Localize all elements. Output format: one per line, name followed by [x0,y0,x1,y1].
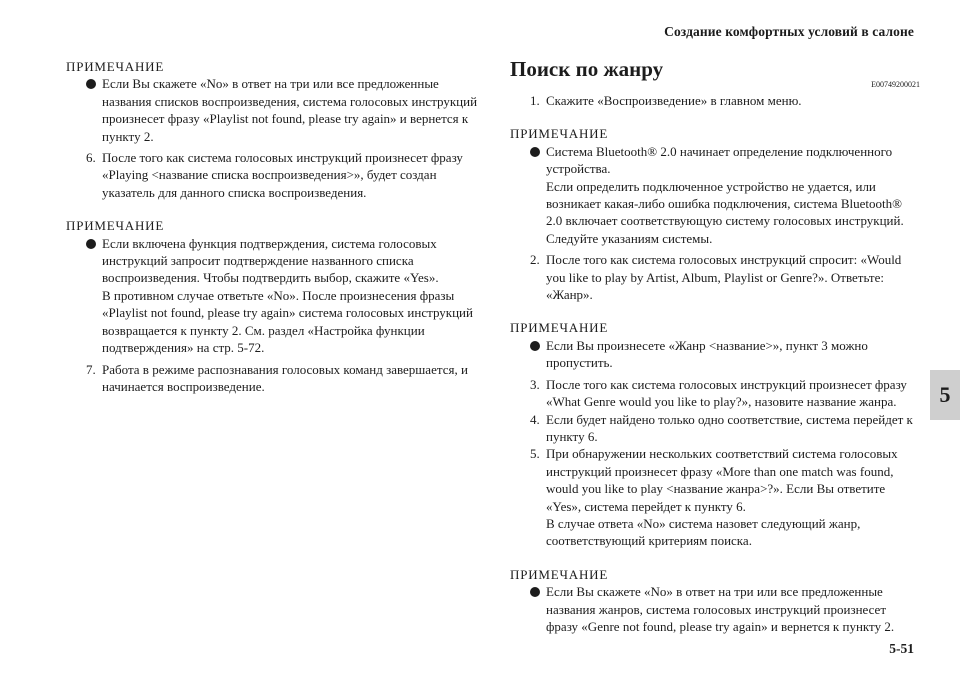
chapter-tab: 5 [930,370,960,420]
note-text: Если определить подключенное устройство не удается, или возникает какая-либо ошибка подключения, система Bluetooth® 2.0 включает соответствующую систему голосовых инструкций. Следуйте указаниям системы. [546,178,904,246]
step-number: 6. [86,150,96,166]
note-bullet [66,235,478,357]
section-code: E00749200021 [871,80,920,89]
step-2 [510,251,920,303]
step-6 [66,149,478,201]
running-header: Создание комфортных условий в салоне [664,24,914,39]
step-text: Скажите «Воспроизведение» в главном меню. [546,93,802,108]
note-bullet [510,337,920,372]
step-text: При обнаружении нескольких соответствий система голосовых инструкций произнесет фразу «More than one match was found, would you like to play <название жанра>?». Если Вы ответите «Yes», система перейдет к пункту 6. [546,446,898,514]
bullet-icon [530,341,540,351]
step-4 [510,411,920,446]
step-number: 2. [530,252,540,268]
note-bullet [510,583,920,635]
note-label: ПРИМЕЧАНИЕ [510,566,609,582]
note-text: Если Вы скажете «No» в ответ на три или все предложенные названия жанров, система голосовых инструкций произнесет фразу «Genre not found, please try again» и вернется к пункту 2. [546,584,895,634]
bullet-icon [86,79,96,89]
step-number: 3. [530,376,540,392]
note-text: Если Вы скажете «No» в ответ на три или все предложенные названия списков воспроизведения, система голосовых инструкций произнесет фразу «Playlist not found, please try again» и вернется к пункту 2. [102,76,478,144]
page-number: 5-51 [889,641,914,656]
step-3 [510,376,920,411]
step-text: После того как система голосовых инструкций произнесет фразу «Playing <название списка воспроизведения>», будет создан указатель для данного списка воспроизведения. [102,150,463,200]
step-text: Работа в режиме распознавания голосовых команд завершается, и начинается воспроизведение. [102,361,468,394]
step-1 [510,92,920,109]
step-number: 7. [86,361,96,377]
step-text: Если будет найдено только одно соответствие, система перейдет к пункту 6. [546,411,913,444]
bullet-icon [530,147,540,157]
note-text: Система Bluetooth® 2.0 начинает определение подключенного устройства. [546,143,893,177]
step-number: 5. [530,446,540,462]
note-bullet [66,75,478,145]
left-column [66,58,478,395]
note-text: В противном случае ответьте «No». После произнесения фразы «Playlist not found, please try again» система голосовых инструкций возвращается к пункту 2. См. раздел «Настройка функции подтверждения» на стр. 5-72. [102,287,473,356]
note-label: ПРИМЕЧАНИЕ [66,59,165,74]
step-7 [66,361,478,396]
step-5 [510,445,920,549]
step-text: После того как система голосовых инструкций спросит: «Would you like to play by Artist, Album, Playlist or Genre?». Ответьте: «Жанр». [546,252,902,303]
right-column [510,56,920,635]
note-text: Если Вы произнесете «Жанр <название>», пункт 3 можно пропустить. [546,337,868,371]
section-title: Поиск по жанру [510,57,664,81]
bullet-icon [86,239,96,249]
step-text: После того как система голосовых инструкций произнесет фразу «What Genre would you like to play?», назовите название жанра. [546,376,907,410]
note-label: ПРИМЕЧАНИЕ [510,320,609,336]
step-number: 1. [530,93,540,108]
note-label: ПРИМЕЧАНИЕ [66,218,165,234]
note-bullet [510,143,920,247]
step-number: 4. [530,411,540,427]
note-text: Если включена функция подтверждения, система голосовых инструкций запросит подтверждение названного списка воспроизведения. Чтобы подтвердить выбор, скажите «Yes». [102,235,439,286]
note-label: ПРИМЕЧАНИЕ [510,126,609,142]
bullet-icon [530,587,540,597]
step-text: В случае ответа «No» система назовет следующий жанр, соответствующий критериям поиска. [546,515,861,549]
